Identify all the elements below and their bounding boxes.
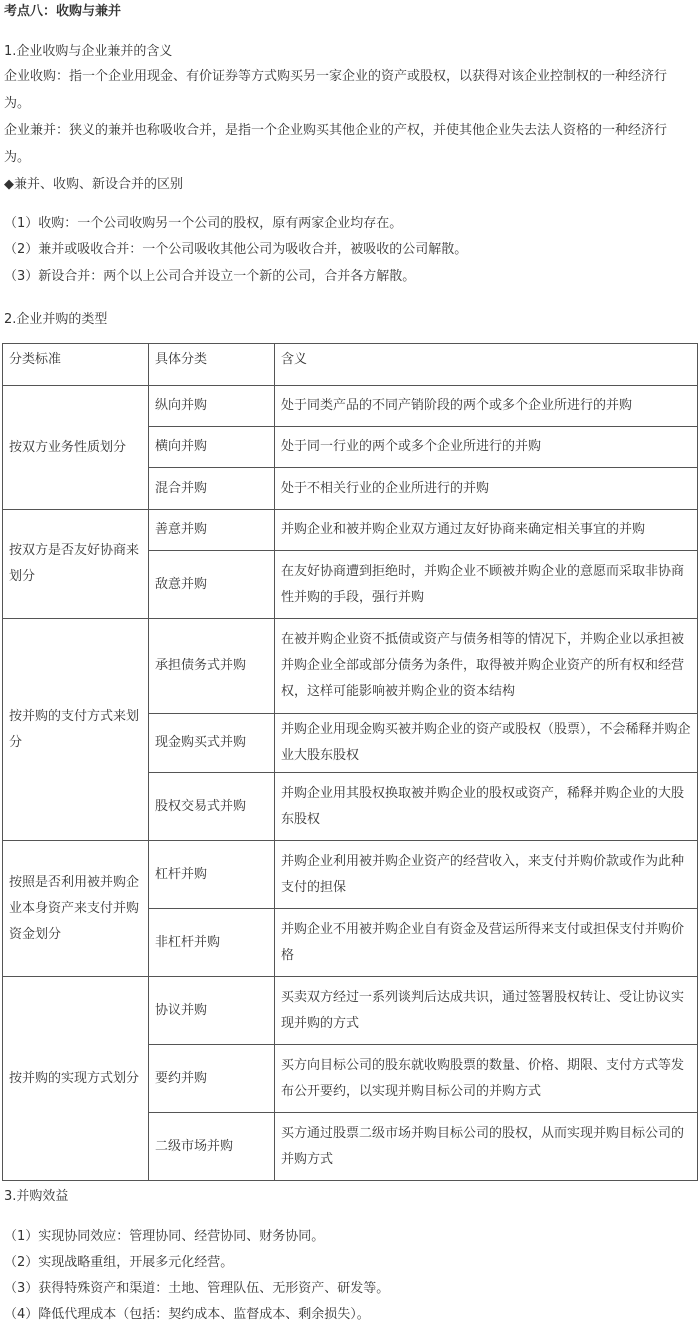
type-cell: 混合并购 <box>149 468 275 510</box>
benefit-item: （4）降低代理成本（包括：契约成本、监督成本、剩余损失）。 <box>4 1307 370 1322</box>
meaning-cell: 买卖双方经过一系列谈判后达成共识，通过签署股权转让、受让协议实现并购的方式 <box>275 977 698 1045</box>
type-cell: 协议并购 <box>149 977 275 1045</box>
acquisition-definition-cont: 为。 <box>4 96 31 111</box>
type-cell: 二级市场并购 <box>149 1113 275 1181</box>
criterion-cell: 按双方业务性质划分 <box>3 386 149 510</box>
table-row <box>3 977 698 1045</box>
merger-definition-cont: 为。 <box>4 150 31 165</box>
difference-item: （1）收购：一个公司收购另一个公司的股权，原有两家企业均存在。 <box>4 216 403 231</box>
benefit-item: （1）实现协同效应：管理协同、经营协同、财务协同。 <box>4 1229 325 1244</box>
benefit-item: （2）实现战略重组，开展多元化经营。 <box>4 1255 234 1270</box>
type-cell: 要约并购 <box>149 1045 275 1113</box>
type-cell: 纵向并购 <box>149 386 275 427</box>
meaning-cell: 买方向目标公司的股东就收购股票的数量、价格、期限、支付方式等发布公开要约，以实现并购目标公司的并购方式 <box>275 1045 698 1113</box>
meaning-cell: 买方通过股票二级市场并购目标公司的股权，从而实现并购目标公司的并购方式 <box>275 1113 698 1181</box>
meaning-cell: 在被并购企业资不抵债或资产与债务相等的情况下，并购企业以承担被并购企业全部或部分债务为条件，取得被并购企业资产的所有权和经营权，这样可能影响被并购企业的资本结构 <box>275 619 698 714</box>
section-2-heading: 2.企业并购的类型 <box>4 312 108 327</box>
criterion-cell: 按照是否利用被并购企业本身资产来支付并购资金划分 <box>3 841 149 977</box>
table-row <box>3 841 698 909</box>
benefit-item: （3）获得特殊资产和渠道：土地、管理队伍、无形资产、研发等。 <box>4 1281 390 1296</box>
type-cell: 股权交易式并购 <box>149 773 275 841</box>
table-row <box>3 510 698 551</box>
type-cell: 敌意并购 <box>149 551 275 619</box>
meaning-cell: 并购企业和被并购企业双方通过友好协商来确定相关事宜的并购 <box>275 510 698 551</box>
header-criterion: 分类标准 <box>3 344 149 386</box>
header-type: 具体分类 <box>149 344 275 386</box>
type-cell: 非杠杆并购 <box>149 909 275 977</box>
header-meaning: 含义 <box>275 344 698 386</box>
meaning-cell: 并购企业用其股权换取被并购企业的股权或资产，稀释并购企业的大股东股权 <box>275 773 698 841</box>
meaning-cell: 并购企业不用被并购企业自有资金及营运所得来支付或担保支付并购价格 <box>275 909 698 977</box>
section-1-heading: 1.企业收购与企业兼并的含义 <box>4 44 173 59</box>
criterion-cell: 按并购的实现方式划分 <box>3 977 149 1181</box>
type-cell: 承担债务式并购 <box>149 619 275 714</box>
type-cell: 横向并购 <box>149 427 275 468</box>
meaning-cell: 处于同一行业的两个或多个企业所进行的并购 <box>275 427 698 468</box>
section-3-heading: 3.并购效益 <box>4 1189 69 1204</box>
criterion-cell: 按并购的支付方式来划分 <box>3 619 149 841</box>
difference-item: （3）新设合并：两个以上公司合并设立一个新的公司，合并各方解散。 <box>4 269 416 284</box>
meaning-cell: 处于不相关行业的企业所进行的并购 <box>275 468 698 510</box>
type-cell: 善意并购 <box>149 510 275 551</box>
meaning-cell: 并购企业利用被并购企业资产的经营收入，来支付并购价款或作为此种支付的担保 <box>275 841 698 909</box>
meaning-cell: 并购企业用现金购买被并购企业的资产或股权（股票），不会稀释并购企业大股东股权 <box>275 714 698 773</box>
merger-definition: 企业兼并：狭义的兼并也称吸收合并，是指一个企业购买其他企业的产权，并使其他企业失去法人资格的一种经济行 <box>4 123 668 138</box>
type-cell: 现金购买式并购 <box>149 714 275 773</box>
type-cell: 杠杆并购 <box>149 841 275 909</box>
difference-heading: ◆兼并、收购、新设合并的区别 <box>4 177 183 192</box>
acquisition-definition: 企业收购：指一个企业用现金、有价证券等方式购买另一家企业的资产或股权，以获得对该企业控制权的一种经济行 <box>4 69 668 84</box>
table-header-row <box>3 344 698 386</box>
meaning-cell: 处于同类产品的不同产销阶段的两个或多个企业所进行的并购 <box>275 386 698 427</box>
merger-types-table <box>2 343 698 1181</box>
table-row <box>3 386 698 427</box>
table-row <box>3 619 698 714</box>
criterion-cell: 按双方是否友好协商来划分 <box>3 510 149 619</box>
page-title: 考点八：收购与兼并 <box>4 4 122 19</box>
difference-item: （2）兼并或吸收合并：一个公司吸收其他公司为吸收合并，被吸收的公司解散。 <box>4 242 468 257</box>
meaning-cell: 在友好协商遭到拒绝时，并购企业不顾被并购企业的意愿而采取非协商性并购的手段，强行并购 <box>275 551 698 619</box>
